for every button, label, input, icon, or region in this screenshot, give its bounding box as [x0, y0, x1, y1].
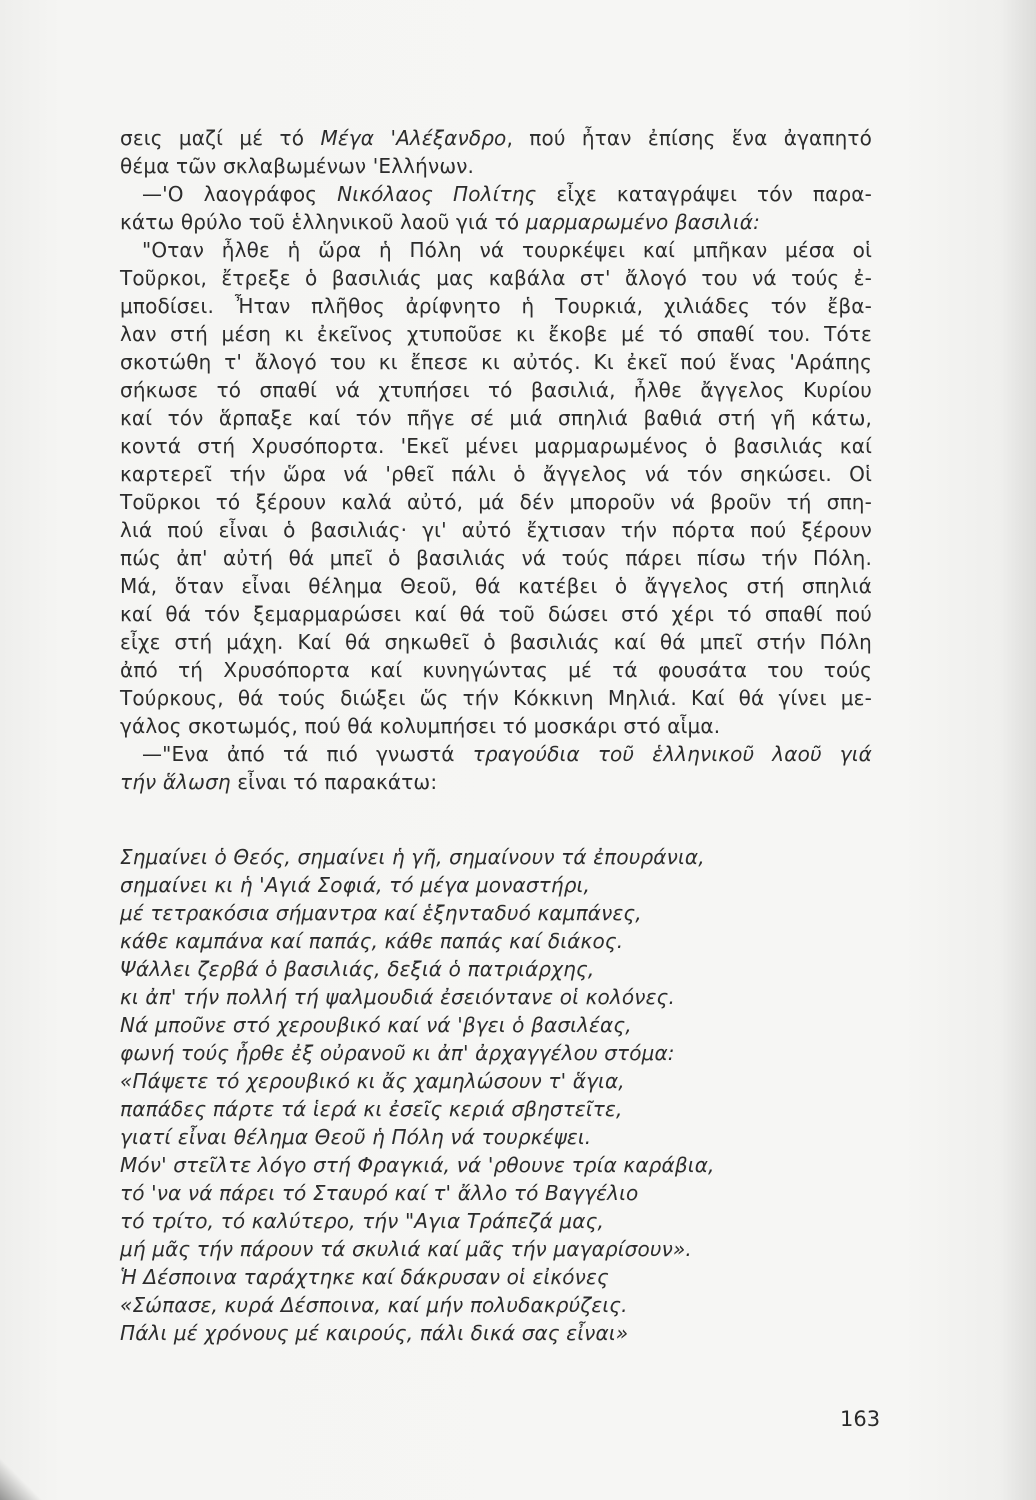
prose-line	[120, 292, 872, 320]
verse-line: κάθε καμπάνα καί παπάς, κάθε παπάς καί διάκος.	[120, 929, 624, 953]
prose-text: πώς ἀπ' αὐτή θά μπεῖ ὁ βασιλιάς νά τούς πάρει πίσω τήν Πόλη.	[120, 546, 872, 570]
prose-line	[120, 516, 872, 544]
verse-line: Σημαίνει ὁ Θεός, σημαίνει ἡ γῆ, σημαίνουν τά ἐπουράνια,	[120, 845, 705, 869]
verse-line: παπάδες πάρτε τά ἱερά κι ἐσεῖς κεριά σβηστεῖτε,	[120, 1097, 623, 1121]
prose-line	[120, 600, 872, 628]
prose-text: κάτω θρύλο τοῦ ἑλληνικοῦ λαοῦ γιά τό	[120, 210, 526, 234]
verse-line: τό 'να νά πάρει τό Σταυρό καί τ' ἄλλο τό Βαγγέλιο	[120, 1181, 639, 1205]
prose-line	[120, 544, 872, 572]
prose-text: , πού ἦταν ἐπίσης ἕνα ἀγαπητό	[506, 126, 872, 150]
verse-line: Ἡ Δέσποινα ταράχτηκε καί δάκρυσαν οἱ εἰκόνες	[120, 1265, 609, 1289]
verse-line: σημαίνει κι ἡ 'Αγιά Σοφιά, τό μέγα μοναστήρι,	[120, 873, 590, 897]
prose-italic-text: Μέγα 'Αλέξανδρο	[320, 126, 507, 150]
prose-line	[120, 488, 872, 516]
verse-line: «Σώπασε, κυρά Δέσποινα, καί μήν πολυδακρύζεις.	[120, 1293, 628, 1317]
prose-italic-text: Νικόλαος Πολίτης	[337, 182, 537, 206]
prose-text: Μά, ὅταν εἶναι θέλημα Θεοῦ, θά κατέβει ὁ ἄγγελος στή σπηλιά	[120, 574, 872, 598]
verse-line: Πάλι μέ χρόνους μέ καιρούς, πάλι δικά σας εἶναι»	[120, 1321, 629, 1345]
prose-text: θέμα τῶν σκλαβωμένων 'Ελλήνων.	[120, 154, 475, 178]
prose-text: καρτερεῖ τήν ὥρα νά 'ρθεῖ πάλι ὁ ἄγγελος νά τόν σηκώσει. Οἱ	[120, 462, 872, 486]
prose-text: —"Ενα ἀπό τά πιό γνωστά	[142, 742, 473, 766]
prose-text: Τοῦρκοι, ἔτρεξε ὁ βασιλιάς μας καβάλα στ' ἄλογό του νά τούς ἐ-	[120, 266, 872, 290]
prose-text: Τοῦρκοι τό ξέρουν καλά αὐτό, μά δέν μποροῦν νά βροῦν τή σπη-	[120, 490, 872, 514]
prose-line	[120, 460, 872, 488]
page-number: 163	[840, 1407, 881, 1431]
verse-line: γιατί εἶναι θέλημα Θεοῦ ἡ Πόλη νά τουρκέψει.	[120, 1125, 592, 1149]
prose-text: μποδίσει. Ἦταν πλῆθος ἀρίφνητο ἡ Τουρκιά, χιλιάδες τόν ἔβα-	[120, 294, 872, 318]
prose-line	[120, 712, 872, 740]
prose-line	[120, 348, 872, 376]
verse-line: Νά μποῦνε στό χερουβικό καί νά 'βγει ὁ βασιλέας,	[120, 1013, 632, 1037]
prose-text: κοντά στή Χρυσόπορτα. 'Εκεῖ μένει μαρμαρωμένος ὁ βασιλιάς καί	[120, 434, 872, 458]
verse-line: μέ τετρακόσια σήμαντρα καί ἑξηνταδυό καμπάνες,	[120, 901, 642, 925]
prose-text: εἶχε καταγράψει τόν παρα-	[536, 182, 872, 206]
prose-text: σεις μαζί μέ τό	[120, 126, 321, 150]
prose-text: καί τόν ἅρπαξε καί τόν πῆγε σέ μιά σπηλιά βαθιά στή γῆ κάτω,	[120, 406, 872, 430]
prose-line	[120, 740, 872, 768]
prose-italic-text: μαρμαρωμένο βασιλιά:	[525, 210, 760, 234]
verse-line: μή μᾶς τήν πάρουν τά σκυλιά καί μᾶς τήν μαγαρίσουν».	[120, 1237, 692, 1261]
prose-text: Τούρκους, θά τούς διώξει ὥς τήν Κόκκινη Μηλιά. Καί θά γίνει με-	[120, 686, 872, 710]
prose-line	[120, 432, 872, 460]
prose-text: εἶχε στή μάχη. Καί θά σηκωθεῖ ὁ βασιλιάς καί θά μπεῖ στήν Πόλη	[120, 630, 872, 654]
prose-text: —'Ο λαογράφος	[142, 182, 338, 206]
verse-block	[120, 843, 880, 1347]
verse-line: κι ἀπ' τήν πολλή τή ψαλμουδιά ἐσειόντανε οἱ κολόνες.	[120, 985, 675, 1009]
prose-text: γάλος σκοτωμός, πού θά κολυμπήσει τό μοσκάρι στό αἷμα.	[120, 714, 721, 738]
prose-text: εἶναι τό παρακάτω:	[230, 770, 438, 794]
prose-text: ἀπό τή Χρυσόπορτα καί κυνηγώντας μέ τά φουσάτα του τούς	[120, 658, 872, 682]
verse-line: τό τρίτο, τό καλύτερο, τήν "Αγια Τράπεζά μας,	[120, 1209, 605, 1233]
prose-block	[120, 124, 872, 796]
prose-line	[120, 208, 872, 236]
prose-line	[120, 572, 872, 600]
prose-line	[120, 320, 872, 348]
verse-line: Μόν' στεῖλτε λόγο στή Φραγκιά, νά 'ρθουνε τρία καράβια,	[120, 1153, 715, 1177]
verse-line: «Πάψετε τό χερουβικό κι ἄς χαμηλώσουν τ' ἅγια,	[120, 1069, 625, 1093]
prose-line	[120, 768, 872, 796]
prose-text: "Οταν ἦλθε ἡ ὥρα ἡ Πόλη νά τουρκέψει καί μπῆκαν μέσα οἱ	[142, 238, 872, 262]
prose-text: σκοτώθη τ' ἄλογό του κι ἔπεσε κι αὐτός. Κι ἐκεῖ πού ἕνας 'Αράπης	[120, 350, 872, 374]
prose-line	[120, 180, 872, 208]
verse-line: φωνή τούς ἦρθε ἐξ οὐρανοῦ κι ἀπ' ἀρχαγγέλου στόμα:	[120, 1041, 675, 1065]
prose-line	[120, 124, 872, 152]
prose-line	[120, 684, 872, 712]
prose-line	[120, 152, 872, 180]
prose-italic-text: τήν ἅλωση	[120, 770, 231, 794]
prose-line	[120, 404, 872, 432]
prose-line	[120, 628, 872, 656]
prose-line	[120, 264, 872, 292]
prose-italic-text: τραγούδια τοῦ ἑλληνικοῦ λαοῦ γιά	[472, 742, 873, 766]
prose-text: σήκωσε τό σπαθί νά χτυπήσει τό βασιλιά, ἦλθε ἄγγελος Κυρίου	[120, 378, 872, 402]
page-corner-shadow	[0, 1440, 60, 1500]
prose-line	[120, 656, 872, 684]
prose-line	[120, 376, 872, 404]
prose-text: καί θά τόν ξεμαρμαρώσει καί θά τοῦ δώσει στό χέρι τό σπαθί πού	[120, 602, 872, 626]
prose-text: λιά πού εἶναι ὁ βασιλιάς· γι' αὐτό ἔχτισαν τήν πόρτα πού ξέρουν	[120, 518, 872, 542]
prose-line	[120, 236, 872, 264]
prose-text: λαν στή μέση κι ἐκεῖνος χτυποῦσε κι ἔκοβε μέ τό σπαθί του. Τότε	[120, 322, 872, 346]
verse-line: Ψάλλει ζερβά ὁ βασιλιάς, δεξιά ὁ πατριάρχης,	[120, 957, 595, 981]
